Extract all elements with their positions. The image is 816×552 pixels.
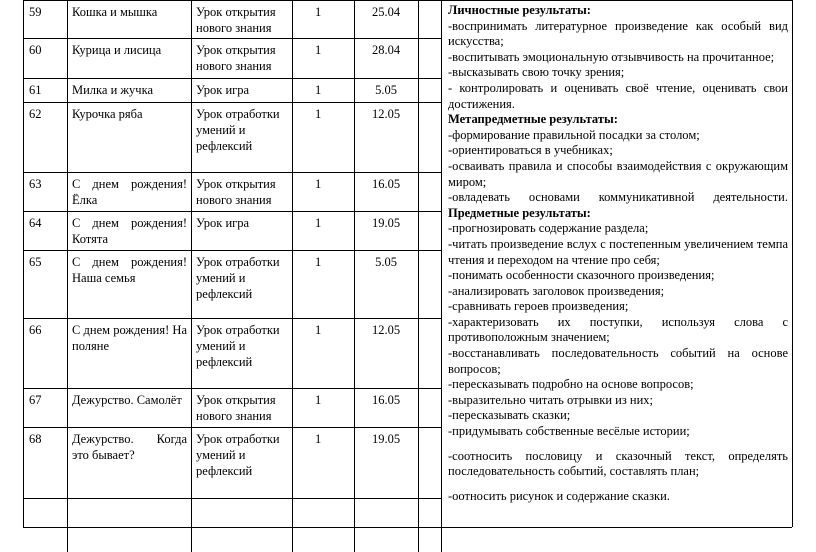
lesson-topic: Курочка ряба [72, 107, 143, 121]
lesson-topic: Дежурство. Самолёт [72, 393, 182, 407]
row-border [23, 388, 441, 389]
personal-result-item: -воспринимать литературное произведение как особый вид искусства; [448, 18, 788, 49]
lesson-type: Урок отработки умений и рефлексий [196, 323, 280, 369]
subject-result-item: -анализировать заголовок произведения; [448, 283, 665, 298]
lesson-number: 66 [29, 323, 42, 337]
lesson-number: 60 [29, 43, 42, 57]
lesson-number: 68 [29, 432, 42, 446]
lesson-topic: Дежурство. Когда это бывает? [72, 432, 187, 462]
lesson-hours: 1 [315, 177, 322, 191]
lesson-hours: 1 [315, 216, 322, 230]
lesson-number: 65 [29, 255, 42, 269]
extra-result-item: -соотносить пословицу и сказочный текст, определять последовательность событий, составлять план; [448, 448, 788, 479]
column-border [792, 0, 793, 527]
lesson-number: 62 [29, 107, 42, 121]
column-border [23, 0, 24, 527]
subject-result-item: -характеризовать их поступки, используя слова с противоположным значением; [448, 314, 788, 345]
personal-results-heading: Личностные результаты: [448, 3, 591, 17]
personal-result-item: -высказывать свою точку зрения; [448, 65, 625, 80]
meta-result-item: -овладевать основами коммуникативной деятельности. [448, 190, 788, 205]
lesson-topic: С днем рождения! Наша семья [72, 255, 187, 285]
row-border [23, 318, 441, 319]
lesson-date: 28.04 [371, 43, 401, 57]
lesson-hours: 1 [315, 432, 322, 446]
subject-result-item: -выразительно читать отрывки из них; [448, 392, 653, 407]
personal-result-item: - контролировать и оценивать своё чтение, оценивать свои достижения. [448, 80, 788, 111]
row-border [23, 211, 441, 212]
lesson-plan-table [23, 0, 793, 552]
lesson-hours: 1 [315, 323, 322, 337]
lesson-topic: Курица и лисица [72, 43, 162, 57]
lesson-date: 16.05 [371, 177, 401, 191]
column-border [67, 0, 68, 552]
subject-result-item: -пересказывать сказки; [448, 408, 571, 423]
subject-result-item: -прогнозировать содержание раздела; [448, 221, 649, 236]
row-border [23, 527, 792, 528]
lesson-date: 12.05 [371, 107, 401, 121]
row-border [23, 78, 441, 79]
lesson-number: 59 [29, 5, 42, 19]
lesson-hours: 1 [315, 393, 322, 407]
lesson-type: Урок открытия нового знания [196, 177, 276, 207]
lesson-type: Урок отработки умений и рефлексий [196, 255, 280, 301]
row-border [23, 172, 441, 173]
column-border [191, 0, 192, 552]
lesson-type: Урок игра [196, 216, 250, 230]
row-border [23, 0, 792, 1]
lesson-type: Урок игра [196, 83, 250, 97]
row-border [23, 38, 441, 39]
row-border [23, 498, 441, 499]
lesson-type: Урок открытия нового знания [196, 5, 276, 35]
column-border [292, 0, 293, 552]
subject-result-item: -восстанавливать последовательность событий на основе вопросов; [448, 346, 788, 376]
learning-outcomes-cell [448, 3, 788, 504]
lesson-hours: 1 [315, 83, 322, 97]
lesson-date: 19.05 [371, 432, 401, 446]
meta-result-item: -формирование правильной посадки за столом; [448, 127, 700, 142]
extra-result-item: -оотносить рисунок и содержание сказки. [448, 488, 670, 503]
lesson-hours: 1 [315, 255, 322, 269]
lesson-number: 63 [29, 177, 42, 191]
column-border [418, 0, 419, 552]
row-border [23, 102, 441, 103]
lesson-type: Урок отработки умений и рефлексий [196, 432, 280, 478]
subject-result-item: -читать произведение вслух с постепенным увеличением темпа чтения и переходом на чтение про себя; [448, 236, 788, 267]
meta-results-heading: Метапредметные результаты: [448, 112, 618, 127]
lesson-topic: С днем рождения! Котята [72, 216, 187, 246]
lesson-date: 19.05 [371, 216, 401, 230]
meta-result-item: -ориентироваться в учебниках; [448, 143, 613, 158]
lesson-topic: С днем рождения! На поляне [72, 323, 187, 353]
lesson-type: Урок открытия нового знания [196, 393, 276, 423]
lesson-date: 16.05 [371, 393, 401, 407]
lesson-date: 12.05 [371, 323, 401, 337]
lesson-topic: С днем рождения! Ёлка [72, 177, 187, 207]
lesson-topic: Милка и жучка [72, 83, 154, 97]
lesson-date: 5.05 [375, 83, 397, 97]
lesson-hours: 1 [315, 43, 322, 57]
lesson-number: 64 [29, 216, 42, 230]
subject-result-item: -сравнивать героев произведения; [448, 299, 629, 314]
column-border [441, 0, 442, 552]
lesson-hours: 1 [315, 107, 322, 121]
lesson-hours: 1 [315, 5, 322, 19]
lesson-type: Урок отработки умений и рефлексий [196, 107, 280, 153]
column-border [354, 0, 355, 552]
personal-result-item: -воспитывать эмоциональную отзывчивость на прочитанное; [448, 49, 775, 64]
subject-result-item: -пересказывать подробно на основе вопросов; [448, 377, 694, 392]
lesson-number: 61 [29, 83, 42, 97]
lesson-type: Урок открытия нового знания [196, 43, 276, 73]
meta-result-item: -осваивать правила и способы взаимодействия с окружающим миром; [448, 158, 788, 189]
row-border [23, 250, 441, 251]
subject-result-item: -придумывать собственные весёлые истории; [448, 424, 690, 439]
lesson-date: 5.05 [375, 255, 397, 269]
subject-result-item: -понимать особенности сказочного произведения; [448, 268, 715, 283]
row-border [23, 427, 441, 428]
subject-results-heading: Предметные результаты: [448, 205, 591, 220]
lesson-number: 67 [29, 393, 42, 407]
lesson-topic: Кошка и мышка [72, 5, 158, 19]
lesson-date: 25.04 [371, 5, 401, 19]
